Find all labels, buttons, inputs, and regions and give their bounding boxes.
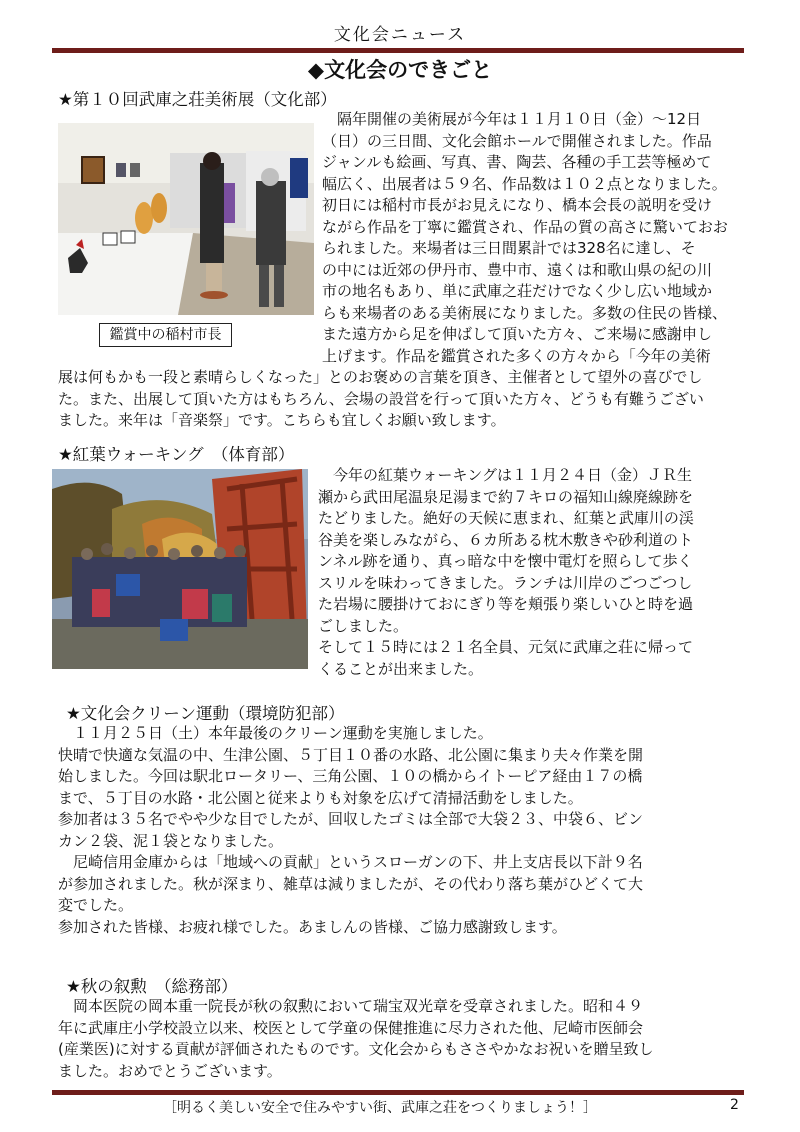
text-line: ながら作品を丁寧に鑑賞され、作品の質の高さに驚いておお xyxy=(322,217,728,236)
text-line: くることが出来ました。 xyxy=(318,659,484,678)
art-full-text xyxy=(58,367,752,432)
art-section-heading: ★第１０回武庫之荘美術展（文化部） xyxy=(58,90,337,109)
text-line: （日）の三日間、文化会館ホールで開催されました。作品 xyxy=(322,131,712,150)
header-divider xyxy=(52,48,744,53)
text-line: 上げます。作品を鑑賞された多くの方々から「今年の美術 xyxy=(322,346,711,365)
text-line: ました。おめでとうございます。 xyxy=(58,1061,282,1080)
art-exhibition-photo xyxy=(58,123,314,315)
text-line: そして１５時には２１名全員、元気に武庫之荘に帰って xyxy=(318,638,694,656)
text-line: 幅広く、出展者は５９名、作品数は１０２点となりました。 xyxy=(322,174,727,193)
walking-group-photo xyxy=(52,469,308,669)
text-line: まで、５丁目の水路・北公園と従来よりも対象を広げて清掃活動をしました。 xyxy=(58,788,583,807)
text-line: の中には近郊の伊丹市、豊中市、遠くは和歌山県の紀の川 xyxy=(322,260,713,279)
text-line: １１月２５日（土）本年最後のクリーン運動を実施しました。 xyxy=(73,724,493,742)
text-line: 変でした。 xyxy=(58,896,134,914)
text-line: たどりました。絶好の天候に恵まれ、紅葉と武庫川の渓 xyxy=(318,509,694,527)
photo-caption: 鑑賞中の稲村市長 xyxy=(99,323,232,347)
walking-section-heading: ★紅葉ウォーキング （体育部） xyxy=(58,445,295,464)
footer-divider xyxy=(52,1090,744,1095)
text-line: 展は何もかも一段と素晴らしくなった」とのお褒めの言葉を頂き、主催者として望外の喜びでし xyxy=(58,368,703,386)
text-line: が参加されました。秋が深まり、雑草は減りましたが、その代わり落ち葉がひどくて大 xyxy=(58,874,644,893)
text-line: られました。来場者は三日間累計では328名に達し、そ xyxy=(322,239,696,257)
text-line: 快晴で快適な気温の中、生津公園、５丁目１０番の水路、北公園に集まり夫々作業を開 xyxy=(58,745,644,764)
award-section-heading: ★秋の叙勲 （総務部） xyxy=(66,977,238,996)
newsletter-title: 文化会ニュース xyxy=(333,25,467,45)
text-line: 谷美を楽しみながら、６カ所ある枕木敷きや砂利道のト xyxy=(318,530,694,549)
text-line: た。また、出展して頂いた方はもちろん、会場の設営を行って頂いた方々、どうも有難うござい xyxy=(58,389,704,408)
text-line: (産業医)に対する貢献が評価されたものです。文化会からもささやかなお祝いを贈呈致し xyxy=(58,1040,654,1058)
art-side-text xyxy=(322,109,752,367)
text-line: 隔年開催の美術展が今年は１１月１０日（金）～12日 xyxy=(337,110,702,128)
text-line: カン２袋、泥１袋となりました。 xyxy=(58,831,284,850)
cleanup-section-heading: ★文化会クリーン運動（環境防犯部） xyxy=(66,704,345,723)
text-line: 瀬から武田尾温泉足湯まで約７キロの福知山線廃線跡を xyxy=(318,487,694,506)
text-line: 尼崎信用金庫からは「地域への貢献」というスローガンの下、井上支店長以下計９名 xyxy=(73,853,643,871)
text-line: 初日には稲村市長がお見えになり、橋本会長の説明を受け xyxy=(322,196,713,214)
page-number: 2 xyxy=(730,1097,739,1113)
text-line: ごしました。 xyxy=(318,616,409,635)
text-line: ました。来年は「音楽祭」です。こちらも宜しくお願い致します。 xyxy=(58,411,506,429)
walking-text xyxy=(318,465,752,680)
text-line: た岩場に腰掛けておにぎり等を頬張り楽しいひと時を過 xyxy=(318,595,694,613)
text-line: 今年の紅葉ウォーキングは１１月２４日（金）ＪＲ生 xyxy=(333,466,692,484)
text-line: 始しました。今回は駅北ロータリー、三角公園、１０の橋からイトーピア経由１７の橋 xyxy=(58,767,643,785)
text-line: 年に武庫庄小学校設立以来、校医として学童の保健推進に尽力された他、尼崎市医師会 xyxy=(58,1018,644,1037)
cleanup-text xyxy=(58,723,752,938)
text-line: 参加者は３５名でやや少な目でしたが、回収したゴミは全部で大袋２３、中袋６、ビン xyxy=(58,810,644,828)
page-title: ◆文化会のできごと xyxy=(307,58,493,82)
footer-slogan: ［明るく美しい安全で住みやすい街、武庫之荘をつくりましょう！］ xyxy=(163,1100,597,1116)
text-line: ジャンルも絵画、写真、書、陶芸、各種の手工芸等極めて xyxy=(322,153,712,171)
text-line: ンネル跡を通り、真っ暗な中を懐中電灯を照らして歩く xyxy=(318,552,693,570)
text-line: 市の地名もあり、単に武庫之荘だけでなく少し広い地域か xyxy=(322,282,713,300)
text-line: らも来場者のある美術展になりました。多数の住民の皆様、 xyxy=(322,303,728,322)
text-line: 参加された皆様、お疲れ様でした。あましんの皆様、ご協力感謝致します。 xyxy=(58,917,567,936)
text-line: 岡本医院の岡本重一院長が秋の叙勲において瑞宝双光章を受章されました。昭和４９ xyxy=(73,997,644,1015)
text-line: スリルを味わってきました。ランチは川岸のごつごつし xyxy=(318,573,693,592)
award-text xyxy=(58,996,752,1082)
text-line: また遠方から足を伸ばして頂いた方々、ご来場に感謝申し xyxy=(322,325,713,343)
